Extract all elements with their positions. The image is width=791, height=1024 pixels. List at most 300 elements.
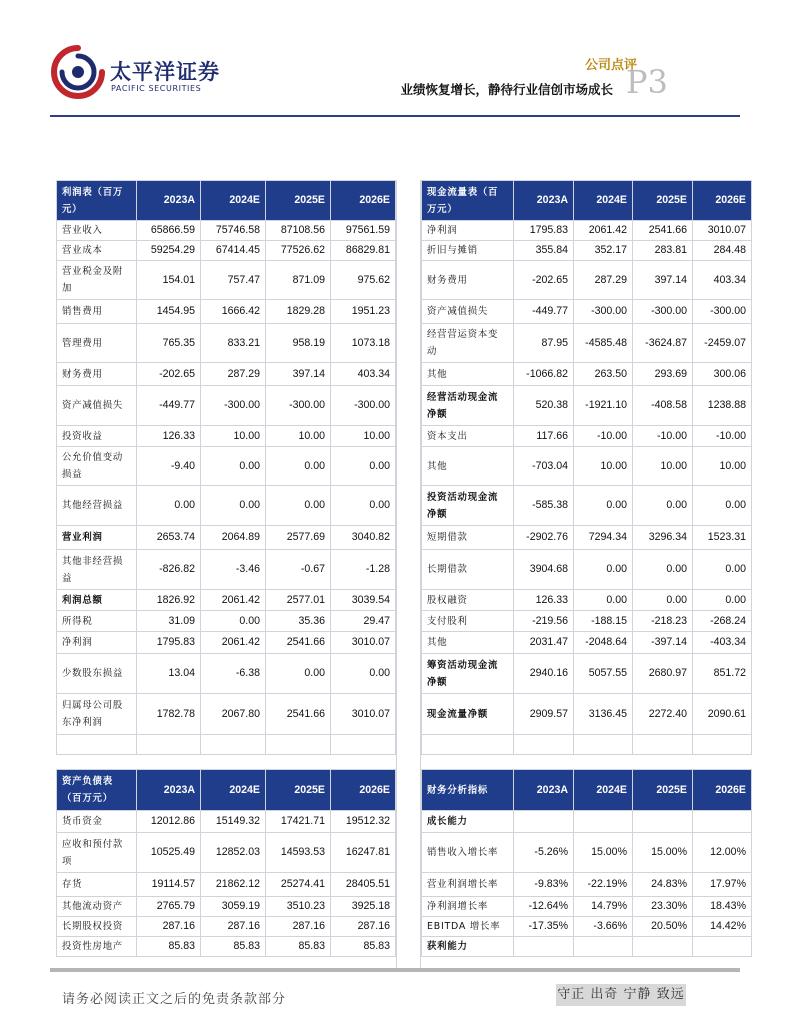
year-header: 2024E [201, 181, 266, 221]
cell-value: -397.14 [633, 632, 693, 654]
cell-value: 403.34 [331, 363, 396, 386]
cell-value: 397.14 [633, 261, 693, 300]
cell-value: 24.83% [633, 873, 693, 897]
row-label: 资产减值损失 [422, 300, 514, 324]
table-header-row [422, 181, 752, 221]
cell-value: -585.38 [514, 486, 574, 526]
row-label: 其他 [422, 632, 514, 654]
cell-value: -9.83% [514, 873, 574, 897]
year-header: 2023A [137, 181, 201, 221]
cell-value: -3624.87 [633, 324, 693, 363]
cell-value: 15.00% [574, 833, 633, 873]
income-statement-table [56, 180, 396, 755]
cell-value: -17.35% [514, 917, 574, 937]
cell-value: 2061.42 [201, 632, 266, 654]
cell-value: 117.66 [514, 426, 574, 447]
row-label: 其他流动资产 [57, 897, 137, 917]
cell-value: 2061.42 [574, 221, 633, 241]
cell-value: 2765.79 [137, 897, 201, 917]
row-label: 支付股利 [422, 611, 514, 632]
table-row [422, 241, 752, 261]
year-header: 2024E [574, 181, 633, 221]
report-headline: 业绩恢复增长，静待行业信创市场成长 [400, 82, 613, 97]
cell-value: 25274.41 [266, 873, 331, 897]
row-label: 所得税 [57, 611, 137, 632]
cell-value: 86829.81 [331, 241, 396, 261]
cell-value: 2680.97 [633, 654, 693, 694]
table-row [422, 486, 752, 526]
cell-value: 21862.12 [201, 873, 266, 897]
column-divider [396, 180, 397, 968]
cell-value: 2067.80 [201, 694, 266, 735]
row-label: 利润总额 [57, 590, 137, 611]
table-row [57, 221, 396, 241]
cell-value: 12012.86 [137, 811, 201, 833]
table-row [422, 917, 752, 937]
row-label: 投资收益 [57, 426, 137, 447]
row-label: 其他 [422, 447, 514, 486]
year-header: 2026E [693, 181, 752, 221]
cell-value: 1826.92 [137, 590, 201, 611]
table-row [57, 811, 396, 833]
cell-value: 833.21 [201, 324, 266, 363]
cell-value: -3.66% [574, 917, 633, 937]
row-label: 折旧与摊销 [422, 241, 514, 261]
cell-value: 13.04 [137, 654, 201, 694]
cell-value: 97561.59 [331, 221, 396, 241]
table-row [57, 486, 396, 526]
row-label: 营业利润 [57, 526, 137, 550]
cell-value: 0.00 [693, 550, 752, 590]
cell-value: 0.00 [331, 447, 396, 486]
cell-value: -703.04 [514, 447, 574, 486]
cell-value: -300.00 [693, 300, 752, 324]
cell-value: 14.79% [574, 897, 633, 917]
cell-value: 15149.32 [201, 811, 266, 833]
cell-value: 2940.16 [514, 654, 574, 694]
cell-value: 0.00 [574, 550, 633, 590]
cell-value: 287.16 [331, 917, 396, 937]
cell-value: -449.77 [137, 386, 201, 426]
row-label: 投资活动现金流净额 [422, 486, 514, 526]
table-title: 现金流量表（百万元） [422, 181, 514, 221]
table-row [57, 363, 396, 386]
table-row [57, 386, 396, 426]
cell-value: -300.00 [633, 300, 693, 324]
cell-value: 3010.07 [693, 221, 752, 241]
cell-value: 20.50% [633, 917, 693, 937]
cell-value: 1073.18 [331, 324, 396, 363]
cell-value: 0.00 [693, 590, 752, 611]
table-row [57, 261, 396, 300]
financial-ratios-table [421, 769, 752, 957]
year-header: 2025E [633, 770, 693, 811]
table-row [57, 735, 396, 755]
cell-value: 126.33 [137, 426, 201, 447]
cell-value: 0.00 [266, 486, 331, 526]
cell-value: 2541.66 [266, 694, 331, 735]
cell-value: -0.67 [266, 550, 331, 590]
table-row [422, 324, 752, 363]
table-row [422, 426, 752, 447]
cell-value: -10.00 [574, 426, 633, 447]
cell-value: 2577.69 [266, 526, 331, 550]
header-divider [50, 115, 740, 117]
table-row [57, 937, 396, 957]
pacific-securities-logo-icon [50, 44, 106, 100]
cell-value: 1523.31 [693, 526, 752, 550]
table-row [57, 917, 396, 937]
cell-value: 0.00 [574, 486, 633, 526]
cell-value: 3925.18 [331, 897, 396, 917]
row-label: 资本支出 [422, 426, 514, 447]
cell-value: 23.30% [633, 897, 693, 917]
cell-value: -1921.10 [574, 386, 633, 426]
table-row [57, 550, 396, 590]
cell-value: 10.00 [693, 447, 752, 486]
cell-value: 765.35 [137, 324, 201, 363]
table-row [422, 694, 752, 735]
cell-value: 3059.19 [201, 897, 266, 917]
table-title: 资产负债表（百万元） [57, 770, 137, 811]
cell-value: -2048.64 [574, 632, 633, 654]
table-row [57, 526, 396, 550]
row-label: 长期借款 [422, 550, 514, 590]
row-label: 管理费用 [57, 324, 137, 363]
cell-value: 0.00 [331, 486, 396, 526]
cell-value: -408.58 [633, 386, 693, 426]
cell-value: 14593.53 [266, 833, 331, 873]
table-row [422, 550, 752, 590]
row-label: 少数股东损益 [57, 654, 137, 694]
cell-value: 0.00 [137, 486, 201, 526]
cell-value: 2541.66 [266, 632, 331, 654]
cell-value: 1238.88 [693, 386, 752, 426]
year-header: 2023A [514, 770, 574, 811]
section-label: 成长能力 [422, 811, 514, 833]
cell-value: -1.28 [331, 550, 396, 590]
cell-value: 85.83 [137, 937, 201, 957]
table-row [422, 447, 752, 486]
table-row [422, 937, 752, 957]
cell-value: 0.00 [633, 550, 693, 590]
table-header-row [57, 181, 396, 221]
document-type-label: 公司点评 [584, 58, 637, 73]
cell-value: 29.47 [331, 611, 396, 632]
cell-value: 1951.23 [331, 300, 396, 324]
year-header: 2025E [633, 181, 693, 221]
cell-value: -2459.07 [693, 324, 752, 363]
cell-value: 287.16 [137, 917, 201, 937]
table-row [57, 654, 396, 694]
cell-value: 87108.56 [266, 221, 331, 241]
table-row [422, 526, 752, 550]
cell-value: -5.26% [514, 833, 574, 873]
row-label: 经营活动现金流净额 [422, 386, 514, 426]
table-row [57, 873, 396, 897]
cell-value: 0.00 [331, 654, 396, 694]
cell-value: 3136.45 [574, 694, 633, 735]
row-label: 营业税金及附加 [57, 261, 137, 300]
cell-value: 3510.23 [266, 897, 331, 917]
cell-value: -300.00 [574, 300, 633, 324]
cell-value: 1795.83 [514, 221, 574, 241]
cell-value: 1454.95 [137, 300, 201, 324]
table-row [57, 590, 396, 611]
table-row [422, 221, 752, 241]
table-row [57, 611, 396, 632]
table-row [422, 833, 752, 873]
row-label: 短期借款 [422, 526, 514, 550]
cell-value: 3904.68 [514, 550, 574, 590]
row-label: 筹资活动现金流净额 [422, 654, 514, 694]
row-label: 其他 [422, 363, 514, 386]
cell-value: 85.83 [266, 937, 331, 957]
cell-value: 28405.51 [331, 873, 396, 897]
cell-value: -300.00 [266, 386, 331, 426]
cell-value: 16247.81 [331, 833, 396, 873]
row-label: 财务费用 [422, 261, 514, 300]
cell-value: 284.48 [693, 241, 752, 261]
brand-name-cn: 太平洋证券 [110, 60, 220, 84]
cell-value: 12.00% [693, 833, 752, 873]
cell-value: 0.00 [633, 486, 693, 526]
cell-value: -218.23 [633, 611, 693, 632]
cell-value: 1795.83 [137, 632, 201, 654]
disclaimer-text: 请务必阅读正文之后的免责条款部分 [62, 992, 287, 1007]
cell-value: 17.97% [693, 873, 752, 897]
year-header: 2026E [693, 770, 752, 811]
cell-value: 3039.54 [331, 590, 396, 611]
cell-value: 287.29 [201, 363, 266, 386]
page-number: P3 [626, 63, 668, 101]
cell-value: 15.00% [633, 833, 693, 873]
cell-value: 975.62 [331, 261, 396, 300]
cell-value: -300.00 [331, 386, 396, 426]
cell-value: 2090.61 [693, 694, 752, 735]
cell-value: 0.00 [201, 611, 266, 632]
row-label: 其他非经营损益 [57, 550, 137, 590]
cell-value: 3040.82 [331, 526, 396, 550]
cell-value: 77526.62 [266, 241, 331, 261]
cell-value: 3296.34 [633, 526, 693, 550]
cell-value: 10525.49 [137, 833, 201, 873]
cell-value: -6.38 [201, 654, 266, 694]
cell-value: 352.17 [574, 241, 633, 261]
cell-value: -268.24 [693, 611, 752, 632]
cell-value: 293.69 [633, 363, 693, 386]
year-header: 2024E [201, 770, 266, 811]
cell-value: 283.81 [633, 241, 693, 261]
cell-value: 17421.71 [266, 811, 331, 833]
cell-value: 75746.58 [201, 221, 266, 241]
cell-value: 0.00 [266, 654, 331, 694]
cell-value: 0.00 [201, 447, 266, 486]
cell-value: 10.00 [201, 426, 266, 447]
table-row [422, 873, 752, 897]
row-label: 营业成本 [57, 241, 137, 261]
cell-value: 85.83 [201, 937, 266, 957]
cell-value: 87.95 [514, 324, 574, 363]
table-row [57, 324, 396, 363]
cell-value: -12.64% [514, 897, 574, 917]
cell-value: 0.00 [201, 486, 266, 526]
cell-value: 2577.01 [266, 590, 331, 611]
cell-value: 1782.78 [137, 694, 201, 735]
row-label: 经营营运资本变动 [422, 324, 514, 363]
balance-sheet-table [56, 769, 396, 957]
cell-value: -219.56 [514, 611, 574, 632]
cell-value: -202.65 [137, 363, 201, 386]
table-row [422, 590, 752, 611]
cell-value: 31.09 [137, 611, 201, 632]
cell-value: 2064.89 [201, 526, 266, 550]
cell-value: -188.15 [574, 611, 633, 632]
row-label: 销售收入增长率 [422, 833, 514, 873]
row-label: 股权融资 [422, 590, 514, 611]
table-row [57, 300, 396, 324]
cell-value: 154.01 [137, 261, 201, 300]
table-row [422, 654, 752, 694]
cell-value: 300.06 [693, 363, 752, 386]
cell-value: 59254.29 [137, 241, 201, 261]
table-row [57, 833, 396, 873]
company-motto: 守正 出奇 宁静 致远 [556, 984, 686, 1006]
table-row [422, 261, 752, 300]
table-row [57, 426, 396, 447]
row-label: 存货 [57, 873, 137, 897]
cell-value: 2653.74 [137, 526, 201, 550]
cell-value: 3010.07 [331, 694, 396, 735]
footer-divider [50, 968, 740, 972]
row-label: 营业利润增长率 [422, 873, 514, 897]
cell-value: 520.38 [514, 386, 574, 426]
cell-value: 0.00 [574, 590, 633, 611]
table-row [422, 735, 752, 755]
cell-value: 1666.42 [201, 300, 266, 324]
cell-value: 263.50 [574, 363, 633, 386]
cell-value: 18.43% [693, 897, 752, 917]
table-row [57, 897, 396, 917]
table-row [422, 811, 752, 833]
row-label: 净利润增长率 [422, 897, 514, 917]
cell-value: 10.00 [633, 447, 693, 486]
row-label: 长期股权投资 [57, 917, 137, 937]
cell-value: -300.00 [201, 386, 266, 426]
table-title: 财务分析指标 [422, 770, 514, 811]
cell-value: 5057.55 [574, 654, 633, 694]
cash-flow-table [421, 180, 752, 755]
year-header: 2026E [331, 181, 396, 221]
table-row [57, 694, 396, 735]
year-header: 2025E [266, 181, 331, 221]
year-header: 2026E [331, 770, 396, 811]
table-row [422, 632, 752, 654]
cell-value: 287.16 [201, 917, 266, 937]
row-label: 公允价值变动损益 [57, 447, 137, 486]
year-header: 2025E [266, 770, 331, 811]
row-label: 净利润 [57, 632, 137, 654]
row-label: 货币资金 [57, 811, 137, 833]
table-row [422, 897, 752, 917]
table-row [422, 363, 752, 386]
cell-value: 403.34 [693, 261, 752, 300]
brand-name-en: PACIFIC SECURITIES [111, 84, 202, 93]
cell-value: -9.40 [137, 447, 201, 486]
cell-value: 397.14 [266, 363, 331, 386]
cell-value: 3010.07 [331, 632, 396, 654]
table-row [422, 386, 752, 426]
table-header-row [57, 770, 396, 811]
table-row [422, 300, 752, 324]
table-row [422, 611, 752, 632]
cell-value: -10.00 [633, 426, 693, 447]
table-row [57, 632, 396, 654]
cell-value: 287.29 [574, 261, 633, 300]
cell-value: -826.82 [137, 550, 201, 590]
cell-value: 35.36 [266, 611, 331, 632]
cell-value: 10.00 [574, 447, 633, 486]
cell-value: 1829.28 [266, 300, 331, 324]
row-label: 应收和预付款项 [57, 833, 137, 873]
cell-value: 85.83 [331, 937, 396, 957]
cell-value: 958.19 [266, 324, 331, 363]
cell-value: -449.77 [514, 300, 574, 324]
cell-value: -10.00 [693, 426, 752, 447]
section-label: 获利能力 [422, 937, 514, 957]
row-label: 财务费用 [57, 363, 137, 386]
cell-value: 67414.45 [201, 241, 266, 261]
cell-value: -2902.76 [514, 526, 574, 550]
cell-value: 12852.03 [201, 833, 266, 873]
cell-value: 2031.47 [514, 632, 574, 654]
table-row [57, 447, 396, 486]
cell-value: 14.42% [693, 917, 752, 937]
cell-value: -403.34 [693, 632, 752, 654]
cell-value: 10.00 [266, 426, 331, 447]
cell-value: 65866.59 [137, 221, 201, 241]
cell-value: 0.00 [693, 486, 752, 526]
cell-value: 355.84 [514, 241, 574, 261]
cell-value: 126.33 [514, 590, 574, 611]
cell-value: 2541.66 [633, 221, 693, 241]
cell-value: 7294.34 [574, 526, 633, 550]
cell-value: 287.16 [266, 917, 331, 937]
cell-value: 2909.57 [514, 694, 574, 735]
cell-value: -1066.82 [514, 363, 574, 386]
row-label: 资产减值损失 [57, 386, 137, 426]
cell-value: 10.00 [331, 426, 396, 447]
row-label: 归属母公司股东净利润 [57, 694, 137, 735]
row-label: 销售费用 [57, 300, 137, 324]
cell-value: -3.46 [201, 550, 266, 590]
cell-value: 0.00 [633, 590, 693, 611]
cell-value: 19114.57 [137, 873, 201, 897]
cell-value: 851.72 [693, 654, 752, 694]
row-label: 投资性房地产 [57, 937, 137, 957]
cell-value: -4585.48 [574, 324, 633, 363]
cell-value: 2272.40 [633, 694, 693, 735]
year-header: 2024E [574, 770, 633, 811]
year-header: 2023A [514, 181, 574, 221]
row-label: 营业收入 [57, 221, 137, 241]
row-label: 其他经营损益 [57, 486, 137, 526]
row-label: 净利润 [422, 221, 514, 241]
column-divider [420, 180, 421, 968]
cell-value: -202.65 [514, 261, 574, 300]
cell-value: -22.19% [574, 873, 633, 897]
cell-value: 2061.42 [201, 590, 266, 611]
